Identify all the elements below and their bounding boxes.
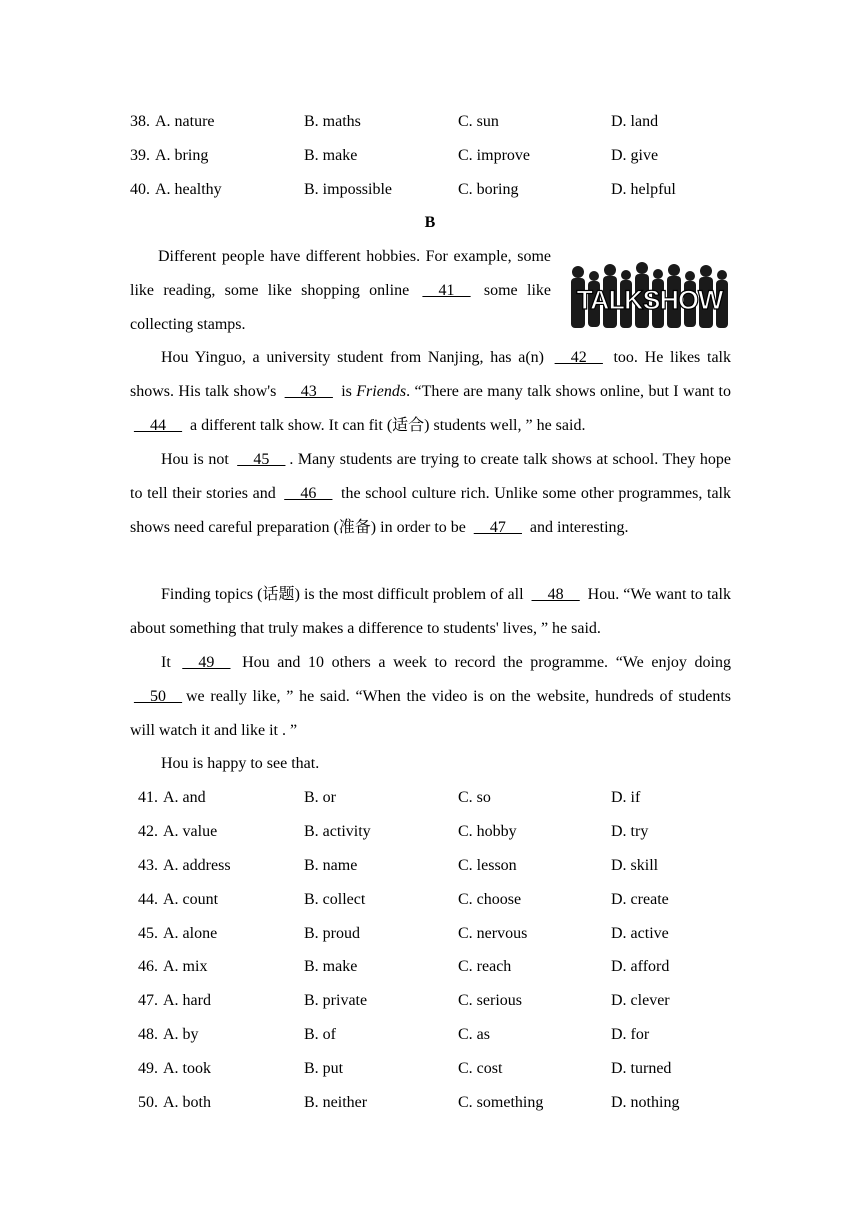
option-b: B. maths — [304, 113, 361, 130]
option-a: A. hard — [163, 992, 211, 1009]
blank-49: __49__ — [182, 654, 231, 671]
option-b: B. activity — [304, 823, 371, 840]
text: is — [336, 383, 357, 400]
option-c: C. so — [458, 789, 491, 806]
question-number: 49. — [138, 1060, 158, 1077]
text: Hou Yinguo, a university student from Nanjing, has a(n) — [161, 349, 551, 366]
option-row-43 — [0, 855, 860, 877]
option-c: C. choose — [458, 891, 522, 908]
option-d: D. land — [611, 113, 659, 130]
option-row-42 — [0, 821, 860, 843]
question-number: 42. — [138, 823, 158, 840]
text: . Many students are trying to create talk shows at school. They hope to tell their stories and — [130, 451, 732, 502]
section-title: B — [424, 214, 436, 231]
option-d: D. turned — [611, 1060, 672, 1077]
question-number: 44. — [138, 891, 158, 908]
option-d: D. for — [611, 1026, 650, 1043]
blank-47: __47__ — [473, 519, 522, 536]
option-d: D. skill — [611, 857, 659, 874]
option-a: A. by — [163, 1026, 199, 1043]
text: Hou. “We want to talk about something that truly makes a difference to students' lives, ” he said. — [130, 586, 731, 637]
question-number: 46. — [138, 958, 158, 975]
question-number: 39. — [130, 147, 150, 164]
option-row-39 — [0, 145, 860, 167]
option-c: C. cost — [458, 1060, 503, 1077]
option-b: B. neither — [304, 1094, 368, 1111]
blank-48: __48__ — [531, 586, 580, 603]
option-a: A. alone — [163, 925, 218, 942]
option-b: B. collect — [304, 891, 366, 908]
option-c: C. boring — [458, 181, 519, 198]
option-c: C. nervous — [458, 925, 528, 942]
option-b: B. put — [304, 1060, 344, 1077]
option-c: C. sun — [458, 113, 499, 130]
option-row-48 — [0, 1024, 860, 1046]
option-c: C. as — [458, 1026, 490, 1043]
option-row-47 — [0, 990, 860, 1012]
option-c: C. improve — [458, 147, 530, 164]
option-b: B. make — [304, 958, 358, 975]
option-a: A. mix — [163, 958, 208, 975]
blank-44: __44__ — [134, 417, 182, 434]
option-c: C. serious — [458, 992, 522, 1009]
option-a: A. both — [163, 1094, 211, 1111]
option-b: B. proud — [304, 925, 360, 942]
option-a: A. and — [163, 789, 206, 806]
option-c: C. something — [458, 1094, 544, 1111]
option-d: D. if — [611, 789, 641, 806]
question-number: 45. — [138, 925, 158, 942]
question-number: 50. — [138, 1094, 158, 1111]
option-row-49 — [0, 1058, 860, 1080]
paragraph-1 — [130, 240, 551, 342]
paragraph-5 — [130, 646, 731, 748]
blank-42: __42__ — [554, 349, 603, 366]
option-row-45 — [0, 923, 860, 945]
option-d: D. try — [611, 823, 649, 840]
option-b: B. or — [304, 789, 336, 806]
blank-46: __46__ — [284, 485, 333, 502]
option-row-50 — [0, 1092, 860, 1114]
option-d: D. give — [611, 147, 659, 164]
text: Hou is not — [161, 451, 234, 468]
option-a: A. bring — [155, 147, 209, 164]
text: the school culture rich. Unlike some other programmes, talk shows need careful preparation (准备) in order to be — [130, 485, 732, 536]
paragraph-3 — [130, 443, 731, 545]
question-number: 40. — [130, 181, 150, 198]
option-row-41 — [0, 787, 860, 809]
option-b: B. impossible — [304, 181, 393, 198]
text: . “There are many talk shows online, but I want to — [406, 383, 731, 400]
option-a: A. healthy — [155, 181, 222, 198]
option-b: B. make — [304, 147, 358, 164]
paragraph-6: Hou is happy to see that. — [161, 755, 320, 772]
question-number: 48. — [138, 1026, 158, 1043]
blank-41: __41__ — [422, 282, 471, 299]
blank-43: __43__ — [284, 383, 333, 400]
logo-text: TALKSHOW — [576, 285, 723, 315]
option-d: D. nothing — [611, 1094, 680, 1111]
option-c: C. reach — [458, 958, 512, 975]
text: Different people have different hobbies. For example, some like reading, some like shopping online — [130, 248, 551, 299]
paragraph-4 — [130, 578, 731, 646]
text: we really like, ” he said. “When the video is on the website, hundreds of students will watch it and like it . ” — [130, 688, 731, 739]
option-d: D. clever — [611, 992, 670, 1009]
option-a: A. value — [163, 823, 218, 840]
blank-50: __50__ — [134, 688, 182, 705]
talkshow-logo-image — [564, 258, 735, 334]
option-c: C. lesson — [458, 857, 517, 874]
option-a: A. count — [163, 891, 219, 908]
option-b: B. private — [304, 992, 368, 1009]
option-d: D. afford — [611, 958, 670, 975]
option-b: B. of — [304, 1026, 336, 1043]
paragraph-2 — [130, 341, 731, 443]
option-row-44 — [0, 889, 860, 911]
option-a: A. nature — [155, 113, 215, 130]
text: a different talk show. It can fit (适合) students well, ” he said. — [186, 417, 586, 434]
text: Finding topics (话题) is the most difficult problem of all — [161, 586, 528, 603]
text: Hou and 10 others a week to record the programme. “We enjoy doing — [234, 654, 731, 671]
option-row-40 — [0, 179, 860, 201]
question-number: 47. — [138, 992, 158, 1009]
option-row-38 — [0, 111, 860, 133]
option-d: D. helpful — [611, 181, 676, 198]
option-a: A. address — [163, 857, 231, 874]
italic-title: Friends — [356, 383, 407, 400]
blank-45: __45__ — [237, 451, 286, 468]
option-row-46 — [0, 956, 860, 978]
option-d: D. active — [611, 925, 669, 942]
text: and interesting. — [525, 519, 629, 536]
option-b: B. name — [304, 857, 358, 874]
question-number: 43. — [138, 857, 158, 874]
text: some like collecting stamps. — [130, 282, 552, 333]
question-number: 41. — [138, 789, 158, 806]
text: It — [161, 654, 179, 671]
option-a: A. took — [163, 1060, 211, 1077]
question-number: 38. — [130, 113, 150, 130]
text: too. He likes talk shows. His talk show's — [130, 349, 732, 400]
option-d: D. create — [611, 891, 669, 908]
option-c: C. hobby — [458, 823, 517, 840]
